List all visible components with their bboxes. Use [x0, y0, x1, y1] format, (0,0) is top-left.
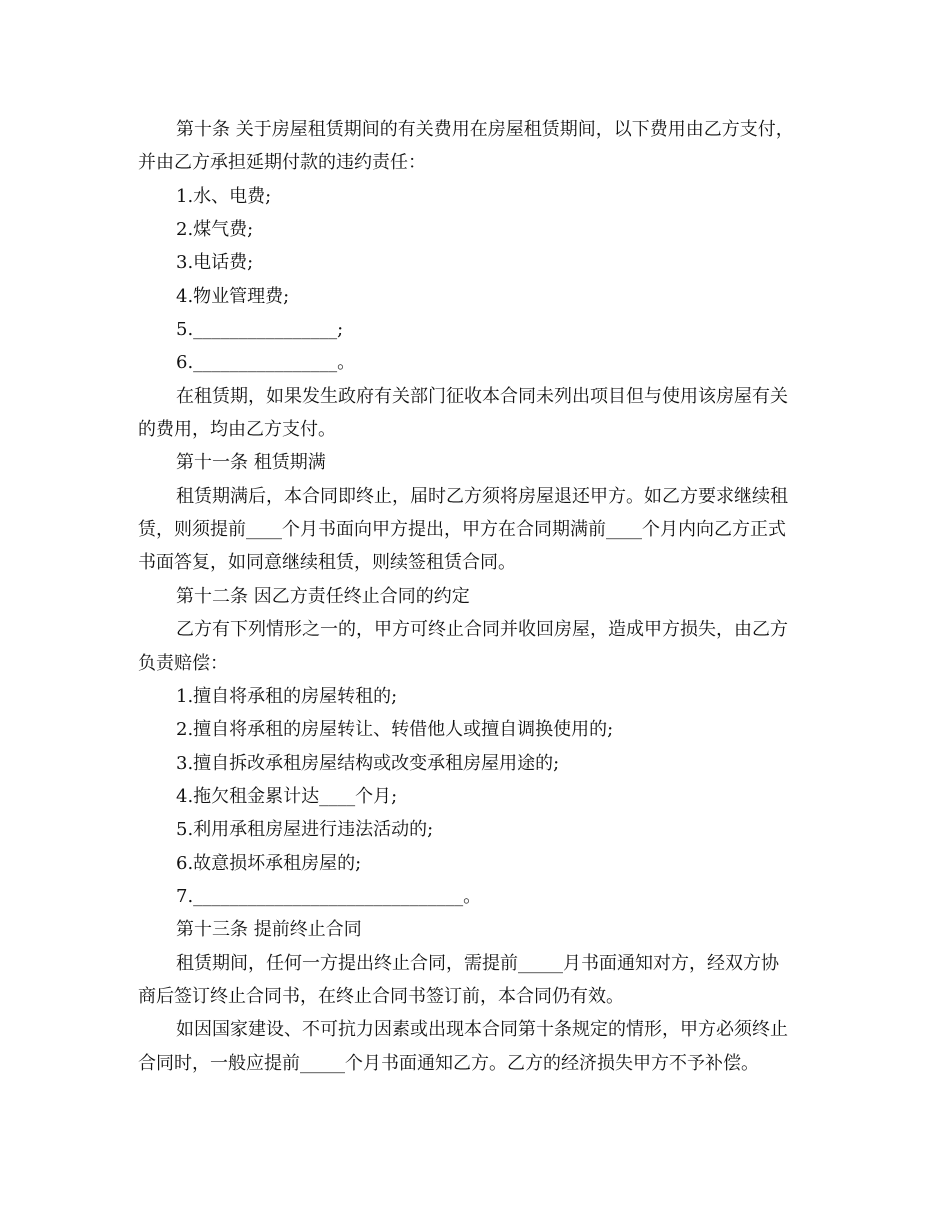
- text-line: 如因国家建设、不可抗力因素或出现本合同第十条规定的情形，甲方必须终止: [176, 1019, 788, 1041]
- text-line: 4.物业管理费;: [176, 285, 290, 307]
- text-line: 租赁期间，任何一方提出终止合同，需提前_____月书面通知对方，经双方协: [176, 952, 779, 974]
- text-line: 第十一条 租赁期满: [176, 452, 326, 474]
- text-line: 合同时，一般应提前_____个月书面通知乙方。乙方的经济损失甲方不予补偿。: [138, 1052, 759, 1074]
- text-line: 并由乙方承担延期付款的违约责任：: [138, 152, 426, 174]
- text-line: 第十二条 因乙方责任终止合同的约定: [176, 585, 470, 607]
- text-line: 2.擅自将承租的房屋转让、转借他人或擅自调换使用的;: [176, 719, 614, 741]
- text-line: 负责赔偿：: [138, 652, 228, 674]
- text-line: 6.故意损坏承租房屋的;: [176, 852, 362, 874]
- text-line: 书面答复，如同意继续租赁，则续签租赁合同。: [138, 552, 516, 574]
- text-line: 赁，则须提前____个月书面向甲方提出，甲方在合同期满前____个月内向乙方正式: [138, 519, 786, 541]
- text-line: 商后签订终止合同书，在终止合同书签订前，本合同仍有效。: [138, 985, 624, 1007]
- text-line: 6.________________。: [176, 352, 356, 374]
- text-line: 5.________________;: [176, 319, 344, 341]
- text-line: 第十条 关于房屋租赁期间的有关费用在房屋租赁期间，以下费用由乙方支付，: [176, 119, 794, 140]
- text-line: 乙方有下列情形之一的，甲方可终止合同并收回房屋，造成甲方损失，由乙方: [176, 619, 788, 641]
- text-line: 1.水、电费;: [176, 185, 272, 207]
- text-line: 的费用，均由乙方支付。: [138, 419, 336, 441]
- text-line: 在租赁期，如果发生政府有关部门征收本合同未列出项目但与使用该房屋有关: [176, 385, 788, 407]
- text-line: 租赁期满后，本合同即终止，届时乙方须将房屋退还甲方。如乙方要求继续租: [176, 485, 788, 507]
- text-line: 3.电话费;: [176, 252, 254, 274]
- document-body: [138, 113, 828, 1080]
- text-line: 5.利用承租房屋进行违法活动的;: [176, 819, 434, 841]
- text-line: 3.擅自拆改承租房屋结构或改变承租房屋用途的;: [176, 752, 560, 774]
- text-line: 1.擅自将承租的房屋转租的;: [176, 685, 398, 707]
- text-line: 7.______________________________。: [176, 885, 482, 907]
- text-line: 4.拖欠租金累计达____个月;: [176, 785, 398, 807]
- text-line: 2.煤气费;: [176, 219, 254, 241]
- text-line: 第十三条 提前终止合同: [176, 919, 362, 941]
